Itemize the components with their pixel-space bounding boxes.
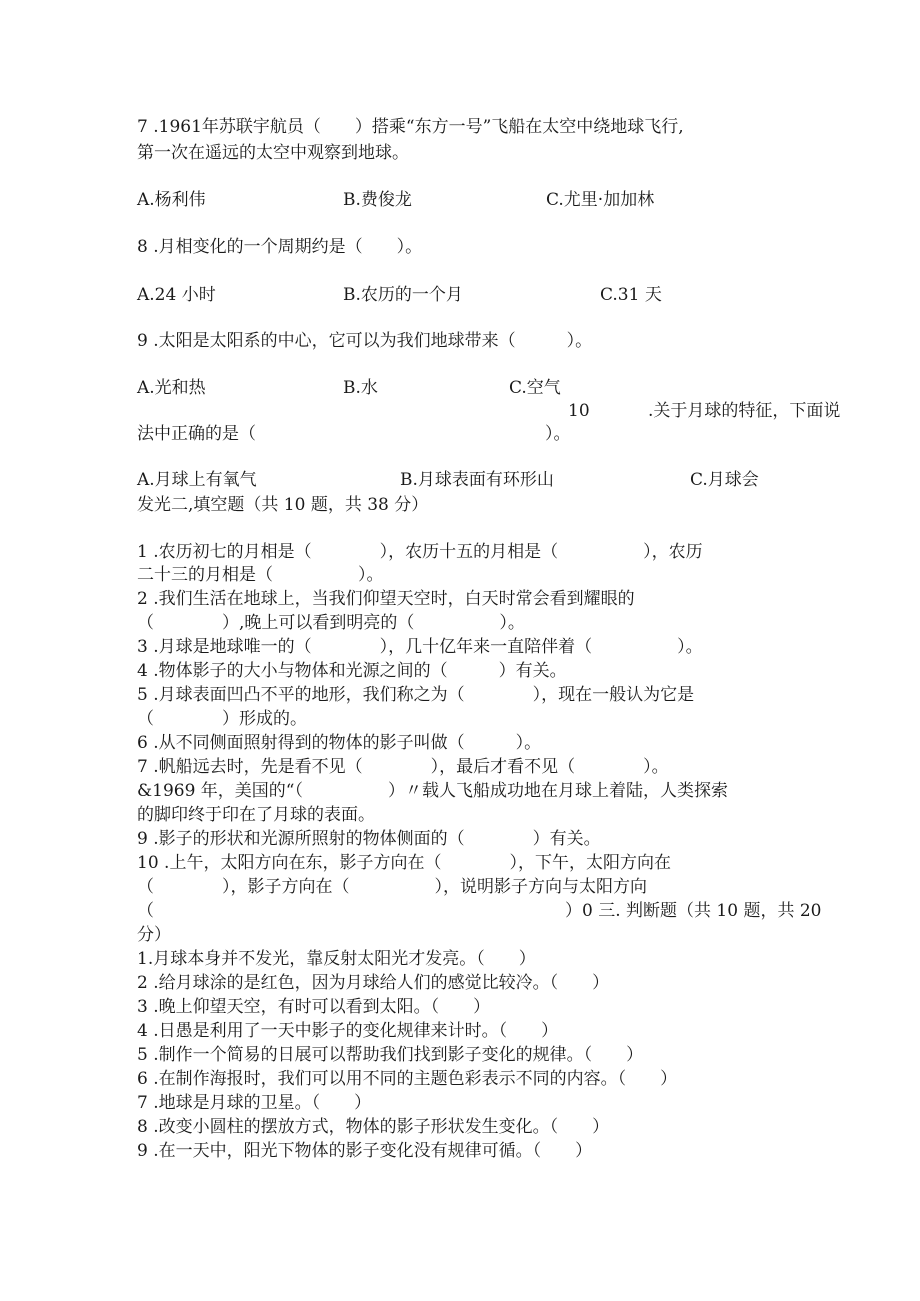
judge-item: 8 .改变小圆柱的摆放方式，物体的影子形状发生变化。（ ） <box>137 1117 610 1137</box>
judge-item: 5 .制作一个简易的日展可以帮助我们找到影子变化的规律。（ ） <box>137 1045 644 1065</box>
judge-item: 7 .地球是月球的卫星。（ ） <box>137 1093 372 1113</box>
question-8-line1: 8 .月相变化的一个周期约是（ ）。 <box>137 237 423 257</box>
question-10-line2: 法中正确的是（ ）。 <box>137 424 571 444</box>
fill-line: 2 .我们生活在地球上，当我们仰望天空时，白天时常会看到耀眼的 <box>137 589 635 609</box>
judge-item: 4 .日愚是利用了一天中影子的变化规律来计时。（ ） <box>137 1021 559 1041</box>
judge-item: 2 .给月球涂的是红色，因为月球给人们的感觉比较冷。（ ） <box>137 973 610 993</box>
judge-item: 3 .晚上仰望天空，有时可以看到太阳。（ ） <box>137 997 491 1017</box>
question-7-option-c: C.尤里·加加林 <box>546 190 655 210</box>
judge-item: 9 .在一天中，阳光下物体的影子变化没有规律可循。（ ） <box>137 1141 593 1161</box>
question-8-option-c: C.31 天 <box>600 285 662 305</box>
question-10-option-a: A.月球上有氧气 <box>137 470 257 490</box>
question-7-option-a: A.杨利伟 <box>137 190 206 210</box>
fill-line: 二十三的月相是（ ）。 <box>137 565 384 585</box>
question-10-option-c: C.月球会 <box>690 470 759 490</box>
fill-line: （ ），影子方向在（ ），说明影子方向与太阳方向 <box>137 877 647 897</box>
question-10-line1: .关于月球的特征，下面说 <box>648 401 841 421</box>
fill-line: 7 .帆船远去时，先是看不见（ ），最后才看不见（ ）。 <box>137 757 669 777</box>
fill-line: 3 .月球是地球唯一的（ ），几十亿年来一直陪伴着（ ）。 <box>137 637 703 657</box>
question-9-option-c: C.空气 <box>509 378 561 398</box>
judge-item: 6 .在制作海报时，我们可以用不同的主题色彩表示不同的内容。（ ） <box>137 1069 678 1089</box>
question-9-line1: 9 .太阳是太阳系的中心，它可以为我们地球带来（ ）。 <box>137 331 593 351</box>
section-3-heading-cont: 分） <box>137 925 171 945</box>
question-8-option-b: B.农历的一个月 <box>343 285 463 305</box>
question-7-line1: 7 .1961年苏联宇航员（ ）搭乘“东方一号”飞船在太空中绕地球飞行, <box>137 117 684 137</box>
question-9-option-b: B.水 <box>343 378 378 398</box>
question-7-line2: 第一次在遥远的太空中观察到地球。 <box>137 143 409 163</box>
fill-line: 6 .从不同侧面照射得到的物体的影子叫做（ ）。 <box>137 733 542 753</box>
section-2-heading: 发光二,填空题（共 10 题，共 38 分） <box>137 495 429 515</box>
question-10-number: 10 <box>568 401 590 421</box>
fill-line: 10 .上午，太阳方向在东，影子方向在（ ），下午，太阳方向在 <box>137 853 671 873</box>
fill-line: 5 .月球表面凹凸不平的地形，我们称之为（ ），现在一般认为它是 <box>137 685 695 705</box>
question-7-option-b: B.费俊龙 <box>343 190 412 210</box>
fill-line: 1 .农历初七的月相是（ ），农历十五的月相是（ ），农历 <box>137 542 703 562</box>
fill-last-open: （ <box>137 901 154 921</box>
section-3-heading: ）0 三. 判断题（共 10 题，共 20 <box>565 901 822 921</box>
fill-line: 的脚印终于印在了月球的表面。 <box>137 805 375 825</box>
fill-line: （ ）,晚上可以看到明亮的（ ）。 <box>137 613 525 633</box>
fill-line: 9 .影子的形状和光源所照射的物体侧面的（ ）有关。 <box>137 829 601 849</box>
judge-item: 1.月球本身并不发光，靠反射太阳光才发亮。（ ） <box>137 949 536 969</box>
question-8-option-a: A.24 小时 <box>137 285 216 305</box>
question-9-option-a: A.光和热 <box>137 378 206 398</box>
fill-line: 4 .物体影子的大小与物体和光源之间的（ ）有关。 <box>137 661 567 681</box>
fill-line: &1969 年，美国的“（ ）〃载人飞船成功地在月球上着陆，人类探索 <box>137 781 728 801</box>
fill-line: （ ）形成的。 <box>137 709 307 729</box>
question-10-option-b: B.月球表面有环形山 <box>400 470 554 490</box>
